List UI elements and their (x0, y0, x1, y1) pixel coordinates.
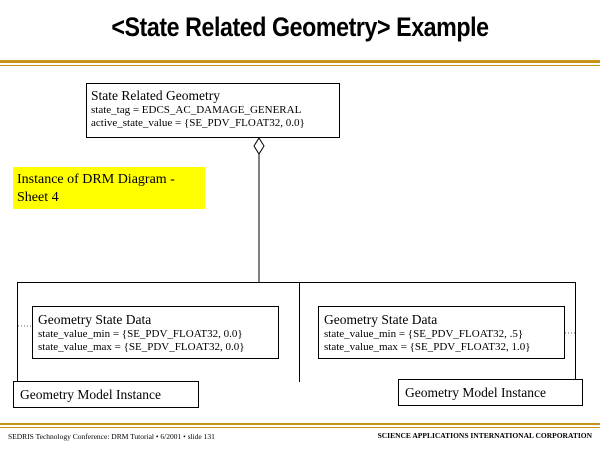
gsd-left-attr-max: state_value_max = {SE_PDV_FLOAT32, 0.0} (38, 341, 245, 353)
diagram-note (13, 167, 205, 209)
footer-left-text: SEDRIS Technology Conference: DRM Tutorial • 6/2001 • slide 131 (8, 432, 215, 441)
note-line-2: Sheet 4 (17, 190, 59, 205)
geometry-model-instance-box-right[interactable]: Geometry Model Instance (398, 379, 583, 406)
bottom-rule-thin (0, 427, 600, 428)
geometry-model-instance-box-left[interactable]: Geometry Model Instance (13, 381, 199, 408)
gsd-right-title: Geometry State Data (324, 312, 438, 327)
bottom-rule-thick (0, 423, 600, 425)
gsd-right-attr-min: state_value_min = {SE_PDV_FLOAT32, .5} (324, 328, 524, 340)
geometry-state-data-box-left[interactable] (32, 306, 279, 359)
gsd-left-attr-min: state_value_min = {SE_PDV_FLOAT32, 0.0} (38, 328, 243, 340)
geometry-state-data-box-right[interactable] (318, 306, 565, 359)
state-related-geometry-box[interactable] (86, 83, 340, 138)
footer-right-text: SCIENCE APPLICATIONS INTERNATIONAL CORPORATION (377, 431, 592, 440)
gsd-left-title: Geometry State Data (38, 312, 152, 327)
srg-attr-state-tag: state_tag = EDCS_AC_DAMAGE_GENERAL (91, 104, 302, 116)
aggregation-diamond (254, 138, 264, 154)
gsd-right-attr-max: state_value_max = {SE_PDV_FLOAT32, 1.0} (324, 341, 531, 353)
note-line-1: Instance of DRM Diagram - (17, 172, 175, 187)
srg-attr-active-state-value: active_state_value = {SE_PDV_FLOAT32, 0.0} (91, 117, 305, 129)
srg-title: State Related Geometry (91, 88, 220, 103)
slide-title: <State Related Geometry> Example (111, 12, 489, 42)
